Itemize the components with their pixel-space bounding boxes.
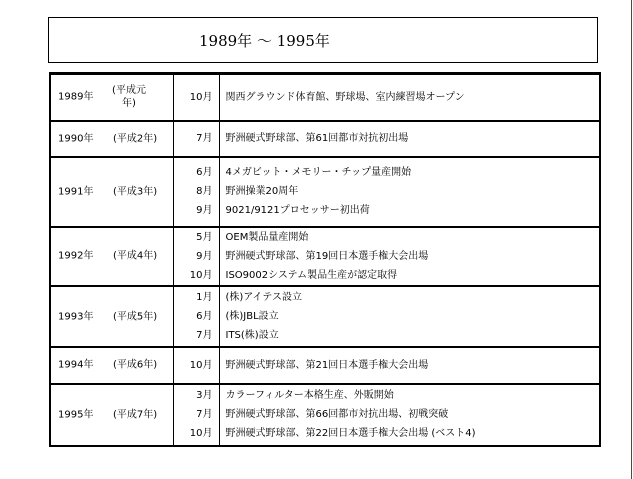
event-label: 野洲硬式野球部、第66回都市対抗出場、初戦突破 xyxy=(225,409,449,421)
era-label: (平成5年) xyxy=(113,311,158,323)
month-cell xyxy=(173,121,219,157)
era-label: (平成元年) xyxy=(112,85,146,110)
month-label: 10月 xyxy=(189,91,213,103)
year-cell xyxy=(50,227,173,286)
year-label: 1989年 xyxy=(58,91,94,103)
event-label: OEM製品量産開始 xyxy=(225,231,309,243)
event-label: 野洲硬式野球部、第21回日本選手権大会出場 xyxy=(225,359,429,371)
table-row xyxy=(50,74,600,121)
month-label: 10月 xyxy=(189,359,213,371)
month-label: 9月 xyxy=(196,205,213,217)
event-label: 野洲硬式野球部、第19回日本選手権大会出場 xyxy=(225,250,429,262)
event-label: 野洲操業20周年 xyxy=(225,186,299,198)
table-row xyxy=(50,384,600,446)
month-label: 7月 xyxy=(196,409,213,421)
month-cell xyxy=(173,384,219,446)
event-label: 野洲硬式野球部、第61回都市対抗初出場 xyxy=(225,133,409,145)
month-label: 8月 xyxy=(196,186,213,198)
event-cell xyxy=(219,286,600,347)
event-cell xyxy=(219,74,600,121)
month-label: 10月 xyxy=(189,269,213,281)
year-cell xyxy=(50,74,173,121)
month-cell xyxy=(173,347,219,383)
month-label: 7月 xyxy=(196,330,213,342)
year-cell xyxy=(50,347,173,383)
month-label: 7月 xyxy=(196,133,213,145)
event-label: 9021/9121プロセッサー初出荷 xyxy=(225,205,370,217)
event-label: 野洲硬式野球部、第22回日本選手権大会出場 (ベスト4) xyxy=(225,428,476,440)
year-label: 1994年 xyxy=(58,359,94,371)
table-row xyxy=(50,157,600,226)
year-cell xyxy=(50,384,173,446)
table-row xyxy=(50,227,600,286)
month-label: 3月 xyxy=(196,390,213,402)
year-cell xyxy=(50,286,173,347)
year-label: 1995年 xyxy=(58,409,94,421)
page-edge-line xyxy=(631,0,632,479)
month-label: 9月 xyxy=(196,250,213,262)
page-title: 1989年 〜 1995年 xyxy=(199,32,330,50)
year-label: 1990年 xyxy=(58,133,94,145)
year-label: 1991年 xyxy=(58,186,94,198)
year-cell xyxy=(50,157,173,226)
event-cell xyxy=(219,227,600,286)
year-cell xyxy=(50,121,173,157)
event-label: ISO9002システム製品生産が認定取得 xyxy=(225,269,398,281)
month-label: 6月 xyxy=(196,167,213,179)
month-cell xyxy=(173,74,219,121)
month-cell xyxy=(173,286,219,347)
table-row xyxy=(50,347,600,383)
era-label: (平成4年) xyxy=(113,250,158,262)
era-label: (平成6年) xyxy=(113,359,158,371)
event-label: 4メガビット・メモリー・チップ量産開始 xyxy=(225,167,412,179)
year-label: 1993年 xyxy=(58,311,94,323)
event-label: ITS(株)設立 xyxy=(225,330,279,342)
event-label: 関西グラウンド体育館、野球場、室内練習場オープン xyxy=(225,91,465,103)
event-label: カラーフィルター本格生産、外販開始 xyxy=(225,390,394,402)
event-cell xyxy=(219,157,600,226)
year-label: 1992年 xyxy=(58,250,94,262)
event-label: (株)アイテス設立 xyxy=(225,292,303,304)
month-cell xyxy=(173,157,219,226)
title-box xyxy=(48,17,598,63)
era-label: (平成7年) xyxy=(113,409,158,421)
event-cell xyxy=(219,384,600,446)
event-label: (株)JBL設立 xyxy=(225,311,279,323)
month-label: 5月 xyxy=(196,231,213,243)
event-cell xyxy=(219,121,600,157)
event-cell xyxy=(219,347,600,383)
month-label: 10月 xyxy=(189,428,213,440)
timeline-table xyxy=(49,72,601,447)
month-label: 6月 xyxy=(196,311,213,323)
table-row xyxy=(50,286,600,347)
era-label: (平成2年) xyxy=(113,133,158,145)
era-label: (平成3年) xyxy=(113,186,158,198)
table-row xyxy=(50,121,600,157)
month-label: 1月 xyxy=(196,292,213,304)
month-cell xyxy=(173,227,219,286)
